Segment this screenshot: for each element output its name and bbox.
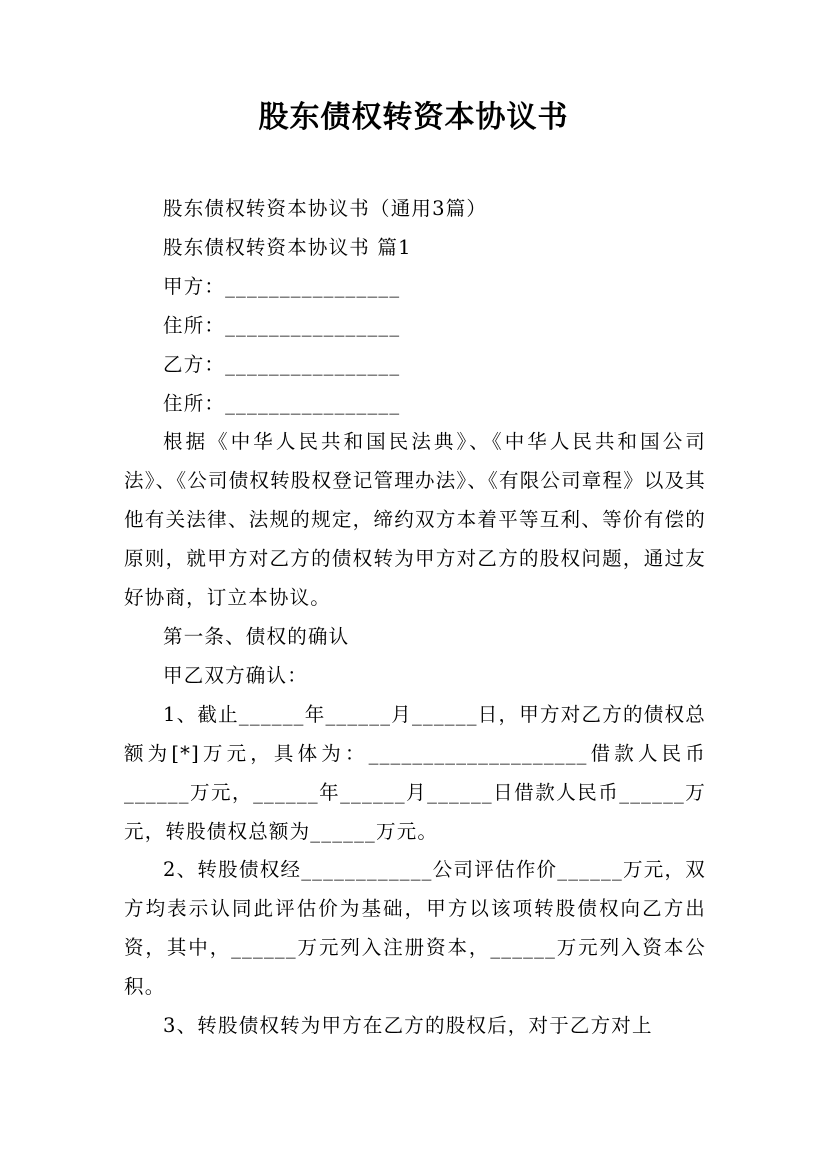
party-a-field: 甲方：________________ xyxy=(163,274,401,298)
paragraph-confirmation: 甲乙双方确认： xyxy=(163,663,308,687)
paragraph-subtitle: 股东债权转资本协议书（通用3篇） xyxy=(163,197,488,220)
document-body xyxy=(124,190,706,1046)
clause-3: 3、转股债权转为甲方在乙方的股权后，对于乙方对上 xyxy=(163,1014,653,1038)
party-b-field: 乙方：________________ xyxy=(163,352,401,376)
document-title: 股东债权转资本协议书 xyxy=(258,100,569,135)
clause-2: 2、转股债权经____________公司评估作价______万元，双方均表示认同此评估价为基础，甲方以该项转股债权向乙方出资，其中，______万元列入注册资本，______万元列入资本公积。 xyxy=(124,858,706,999)
clause-1: 1、截止______年______月______日，甲方对乙方的债权总额为[*]万元，具体为：____________________借款人民币______万元，______年______月______日借款人民币______万元，转股债权总额为______万元。 xyxy=(124,702,706,843)
paragraph-preamble: 根据《中华人民共和国民法典》、《中华人民共和国公司法》、《公司债权转股权登记管理办法》、《有限公司章程》以及其他有关法律、法规的规定，缔约双方本着平等互利、等价有偿的原则，就甲方对乙方的债权转为甲方对乙方的股权问题，通过友好协商，订立本协议。 xyxy=(124,430,707,610)
party-a-address-field: 住所：________________ xyxy=(163,313,401,337)
party-b-address-field: 住所：________________ xyxy=(163,391,401,415)
paragraph-section-heading: 股东债权转资本协议书 篇1 xyxy=(163,235,412,259)
article-1-heading: 第一条、债权的确认 xyxy=(163,624,350,648)
